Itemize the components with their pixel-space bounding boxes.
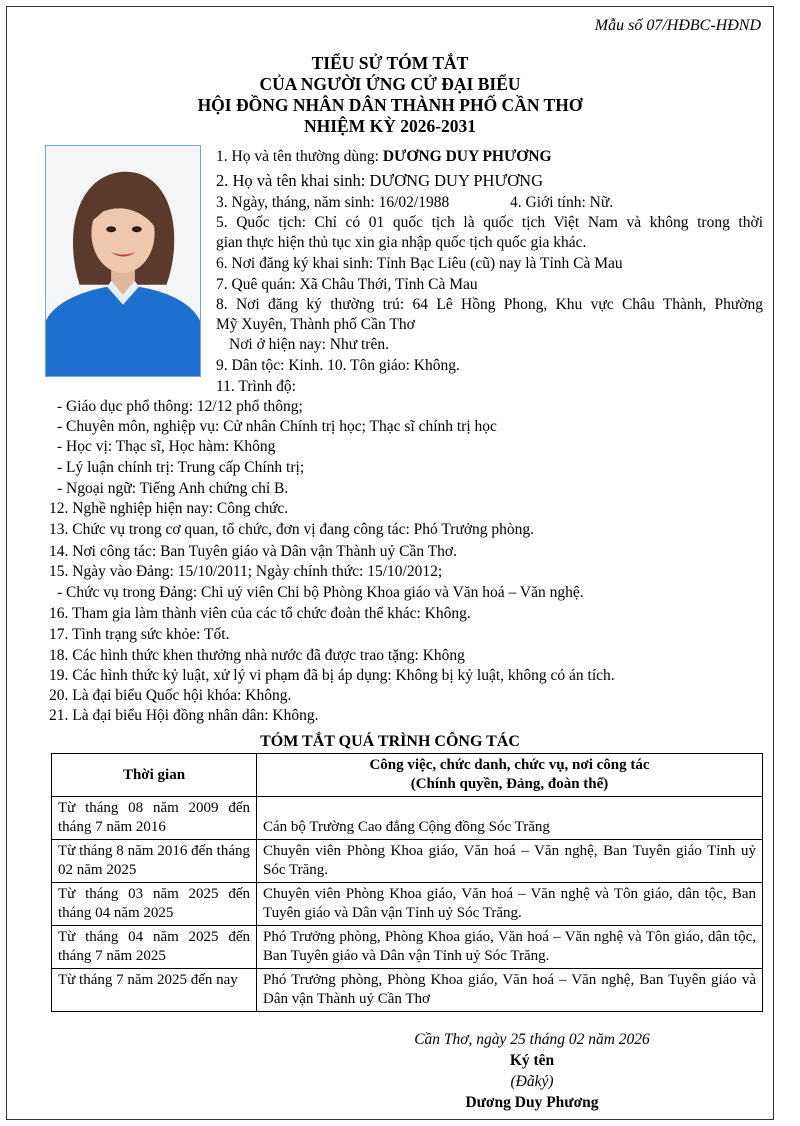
row-time: Từ tháng 03 năm 2025 đến tháng 04 năm 2025 bbox=[52, 883, 257, 926]
common-name-label: 1. Họ và tên thường dùng: bbox=[216, 148, 383, 165]
work-history-table bbox=[51, 753, 763, 1012]
table-row bbox=[52, 969, 763, 1012]
bio-line-4: 4. Giới tính: Nữ. bbox=[510, 194, 614, 211]
row-time: Từ tháng 8 năm 2016 đến tháng 02 năm 2025 bbox=[52, 840, 257, 883]
bio-line-13: 13. Chức vụ trong cơ quan, tổ chức, đơn vị đang công tác: Phó Trưởng phòng. bbox=[49, 521, 535, 538]
table-row bbox=[52, 883, 763, 926]
bio-line-21: 21. Là đại biểu Hội đồng nhân dân: Không. bbox=[49, 707, 319, 724]
bio-line-1 bbox=[216, 147, 552, 167]
bio-line-16: 16. Tham gia làm thành viên của các tổ chức đoàn thể khác: Không. bbox=[49, 605, 471, 622]
title-line-3: HỘI ĐỒNG NHÂN DÂN THÀNH PHỐ CẦN THƠ bbox=[197, 95, 583, 115]
signed-note: (Đãký) bbox=[510, 1073, 554, 1090]
bio-line-11e: - Ngoại ngữ: Tiếng Anh chứng chỉ B. bbox=[57, 480, 289, 497]
header-time: Thời gian bbox=[52, 754, 257, 797]
portrait-photo bbox=[45, 145, 201, 377]
title-line-4: NHIỆM KỲ 2026-2031 bbox=[303, 116, 477, 136]
place-date: Cần Thơ, ngày 25 tháng 02 năm 2026 bbox=[414, 1031, 650, 1048]
row-time: Từ tháng 08 năm 2009 đến tháng 7 năm 2016 bbox=[52, 797, 257, 840]
bio-line-19: 19. Các hình thức kỷ luật, xử lý vi phạm đã bị áp dụng: Không bị kỷ luật, không có án tích. bbox=[49, 667, 615, 684]
row-desc: Phó Trưởng phòng, Phòng Khoa giáo, Văn hoá – Văn nghệ, Ban Tuyên giáo và Dân vận Thành uỷ Cần Thơ bbox=[257, 969, 763, 1012]
work-history-title: TÓM TẮT QUÁ TRÌNH CÔNG TÁC bbox=[260, 733, 520, 750]
bio-line-2: 2. Họ và tên khai sinh: DƯƠNG DUY PHƯƠNG bbox=[216, 171, 544, 190]
bio-line-7: 7. Quê quán: Xã Châu Thới, Tỉnh Cà Mau bbox=[216, 276, 478, 293]
bio-line-8b: Mỹ Xuyên, Thành phố Cần Thơ bbox=[216, 316, 415, 333]
bio-line-3: 3. Ngày, tháng, năm sinh: 16/02/1988 bbox=[216, 194, 450, 211]
table-header-row bbox=[52, 754, 763, 797]
table-row bbox=[52, 797, 763, 840]
header-position-line-2: (Chính quyền, Đảng, đoàn thể) bbox=[410, 776, 609, 792]
sign-label: Ký tên bbox=[509, 1052, 555, 1069]
signer-name: Dương Duy Phương bbox=[465, 1094, 599, 1111]
bio-line-12: 12. Nghề nghiệp hiện nay: Công chức. bbox=[49, 500, 289, 517]
row-time: Từ tháng 7 năm 2025 đến nay bbox=[52, 969, 257, 1012]
portrait-illustration bbox=[46, 146, 200, 376]
document-title bbox=[7, 53, 773, 137]
bio-line-5a: 5. Quốc tịch: Chỉ có 01 quốc tịch là quốc tịch Việt Nam và không trong thời bbox=[216, 214, 763, 231]
common-name-value: DƯƠNG DUY PHƯƠNG bbox=[382, 148, 552, 165]
header-position bbox=[257, 754, 763, 797]
table-row bbox=[52, 926, 763, 969]
bio-line-20: 20. Là đại biểu Quốc hội khóa: Không. bbox=[49, 687, 292, 704]
bio-line-18: 18. Các hình thức khen thưởng nhà nước đã được trao tặng: Không bbox=[49, 647, 465, 664]
bio-line-9: 9. Dân tộc: Kinh. 10. Tôn giáo: Không. bbox=[216, 357, 460, 374]
bio-line-8c: Nơi ở hiện nay: Như trên. bbox=[229, 336, 389, 353]
bio-line-6: 6. Nơi đăng ký khai sinh: Tỉnh Bạc Liêu (cũ) nay là Tỉnh Cà Mau bbox=[216, 255, 623, 272]
header-position-line-1: Công việc, chức danh, chức vụ, nơi công tác bbox=[369, 757, 650, 773]
form-code: Mẫu số 07/HĐBC-HĐND bbox=[594, 17, 761, 34]
table-row bbox=[52, 840, 763, 883]
row-desc: Chuyên viên Phòng Khoa giáo, Văn hoá – Văn nghệ, Ban Tuyên giáo Tỉnh uỷ Sóc Trăng. bbox=[257, 840, 763, 883]
bio-line-15a: - Chức vụ trong Đảng: Chi uỷ viên Chi bộ Phòng Khoa giáo và Văn hoá – Văn nghệ. bbox=[57, 584, 584, 601]
title-line-1: TIỂU SỬ TÓM TẮT bbox=[311, 53, 469, 73]
bio-line-17: 17. Tình trạng sức khỏe: Tốt. bbox=[49, 626, 230, 643]
row-time: Từ tháng 04 năm 2025 đến tháng 7 năm 2025 bbox=[52, 926, 257, 969]
bio-line-11d: - Lý luận chính trị: Trung cấp Chính trị; bbox=[57, 459, 305, 476]
bio-line-15: 15. Ngày vào Đảng: 15/10/2011; Ngày chính thức: 15/10/2012; bbox=[49, 563, 443, 580]
bio-line-11b: - Chuyên môn, nghiệp vụ: Cử nhân Chính trị học; Thạc sĩ chính trị học bbox=[57, 418, 497, 435]
title-line-2: CỦA NGƯỜI ỨNG CỬ ĐẠI BIỂU bbox=[259, 74, 521, 94]
document-page bbox=[6, 6, 774, 1120]
row-desc: Phó Trưởng phòng, Phòng Khoa giáo, Văn hoá – Văn nghệ và Tôn giáo, dân tộc, Ban Tuyên giáo và Dân vận Tỉnh uỷ Sóc Trăng. bbox=[257, 926, 763, 969]
bio-line-14: 14. Nơi công tác: Ban Tuyên giáo và Dân vận Thành uỷ Cần Thơ. bbox=[49, 543, 458, 560]
bio-line-11c: - Học vị: Thạc sĩ, Học hàm: Không bbox=[57, 438, 276, 455]
bio-line-8a: 8. Nơi đăng ký thường trú: 64 Lê Hồng Phong, Khu vực Châu Thành, Phường bbox=[216, 296, 763, 313]
bio-line-5b: gian thực hiện thủ tục xin gia nhập quốc tịch quốc gia khác. bbox=[216, 234, 587, 251]
row-desc: Chuyên viên Phòng Khoa giáo, Văn hoá – Văn nghệ và Tôn giáo, dân tộc, Ban Tuyên giáo và Dân vận Tỉnh uỷ Sóc Trăng. bbox=[257, 883, 763, 926]
bio-line-11a: - Giáo dục phổ thông: 12/12 phổ thông; bbox=[57, 398, 303, 415]
row-desc: Cán bộ Trường Cao đẳng Cộng đồng Sóc Trăng bbox=[257, 797, 763, 840]
bio-line-11: 11. Trình độ: bbox=[216, 378, 296, 395]
